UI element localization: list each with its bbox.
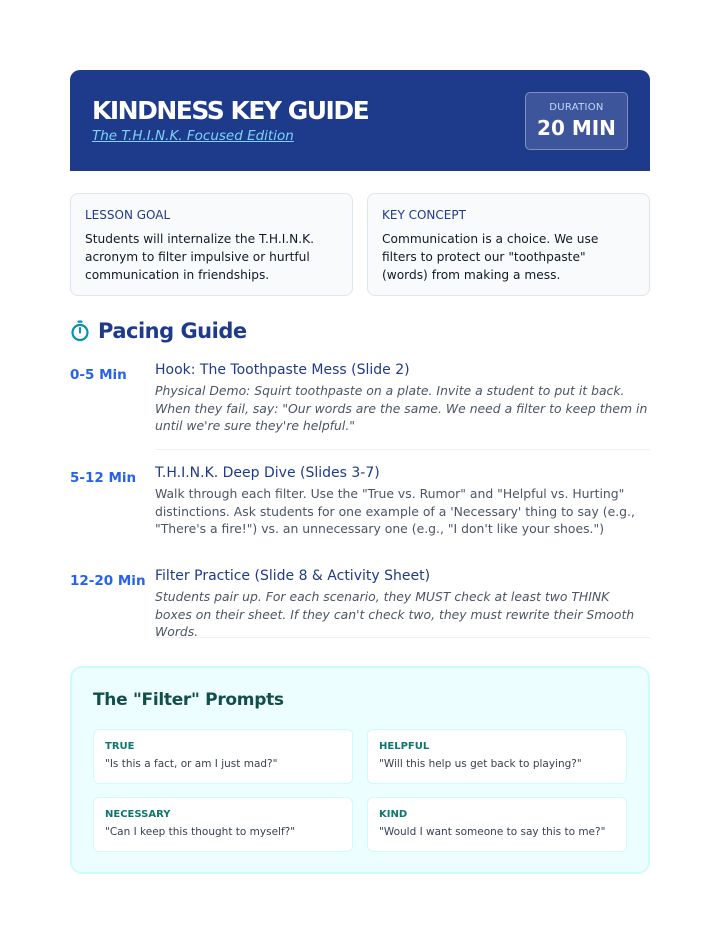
prompt-card-kind [367, 797, 627, 852]
lesson-goal-text: Students will internalize the T.H.I.N.K. acronym to filter impulsive or hurtful communication in friendships. [85, 232, 315, 282]
prompt-text: "Will this help us get back to playing?" [379, 758, 582, 770]
pacing-step-desc: Physical Demo: Squirt toothpaste on a plate. Invite a student to put it back. When they fail, say: "Our words are the same. We need a filter to keep them in until we're sure they're helpful." [155, 383, 648, 434]
prompt-label: TRUE [105, 741, 135, 752]
prompt-text: "Would I want someone to say this to me?" [379, 826, 606, 838]
pacing-body [155, 362, 650, 450]
pacing-time: 0-5 Min [70, 367, 127, 383]
stopwatch-icon [70, 320, 90, 342]
key-concept-label: KEY CONCEPT [382, 208, 466, 222]
pacing-body [155, 568, 650, 638]
pacing-body [155, 465, 650, 553]
pacing-step-title: T.H.I.N.K. Deep Dive (Slides 3-7) [155, 465, 380, 481]
key-concept-card [367, 193, 650, 296]
edition-subtitle: The T.H.I.N.K. Focused Edition [92, 128, 294, 144]
lesson-goal-card [70, 193, 353, 296]
filter-prompts-title: The "Filter" Prompts [93, 690, 284, 710]
prompt-text: "Is this a fact, or am I just mad?" [105, 758, 278, 770]
lesson-goal-label: LESSON GOAL [85, 208, 171, 222]
pacing-step-title: Hook: The Toothpaste Mess (Slide 2) [155, 362, 410, 378]
pacing-guide-heading [70, 316, 247, 346]
header-banner [70, 70, 650, 171]
page-title: KINDNESS KEY GUIDE [92, 96, 369, 125]
prompt-text: "Can I keep this thought to myself?" [105, 826, 296, 838]
pacing-step-title: Filter Practice (Slide 8 & Activity Sheet) [155, 568, 431, 584]
duration-value: 20 MIN [537, 116, 616, 140]
pacing-step-desc: Students pair up. For each scenario, they MUST check at least two THINK boxes on their sheet. If they can't check two, they must rewrite their Smooth Words. [155, 589, 635, 640]
prompt-card-true [93, 729, 353, 784]
filter-prompts-panel [70, 666, 650, 874]
pacing-time: 12-20 Min [70, 573, 146, 589]
prompt-label: NECESSARY [105, 809, 171, 820]
duration-badge [525, 92, 628, 150]
pacing-time: 5-12 Min [70, 470, 137, 486]
prompt-label: KIND [379, 809, 408, 820]
duration-label: DURATION [549, 102, 604, 113]
pacing-step-desc: Walk through each filter. Use the "True vs. Rumor" and "Helpful vs. Hurting" distinctions. Ask students for one example of a 'Necessary' thing to say (e.g., "There's a fire!") vs. an unnecessary one (e.g., "I don't like your shoes.") [155, 486, 635, 537]
prompt-label: HELPFUL [379, 741, 430, 752]
pacing-guide-title: Pacing Guide [98, 319, 247, 343]
key-concept-text: Communication is a choice. We use filters to protect our "toothpaste" (words) from making a mess. [382, 232, 599, 282]
prompt-card-necessary [93, 797, 353, 852]
prompt-card-helpful [367, 729, 627, 784]
